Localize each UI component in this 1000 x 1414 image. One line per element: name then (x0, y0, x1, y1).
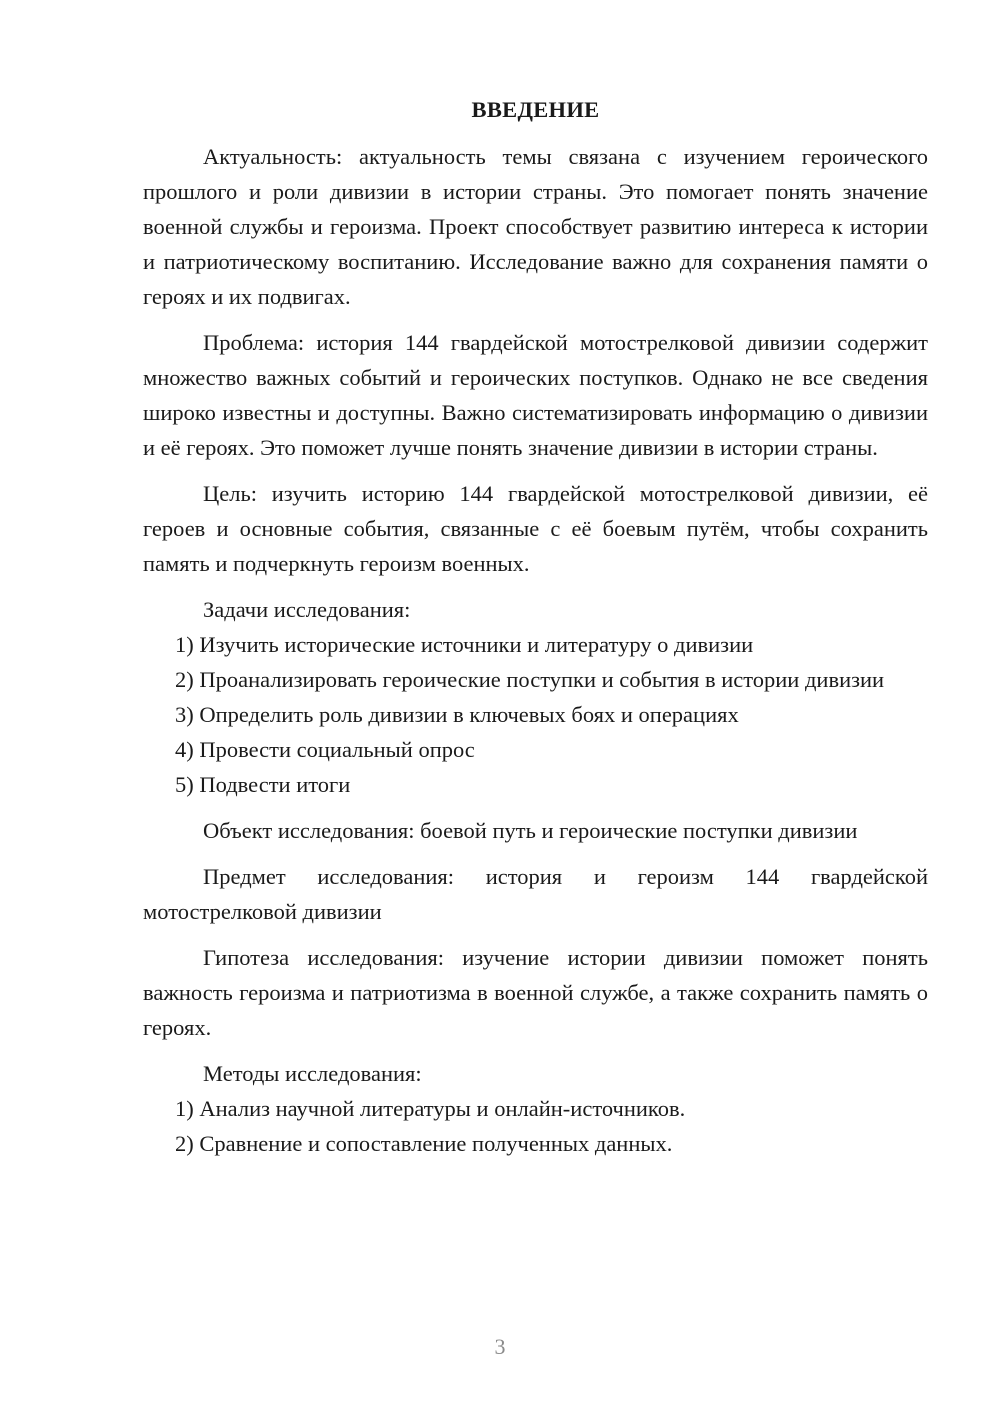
task-item-1: 1) Изучить исторические источники и литературу о дивизии (175, 632, 754, 657)
problem-paragraph: Проблема: история 144 гвардейской мотострелковой дивизии содержит множество важных событий и героических поступков. Однако не все сведения широко известны и доступны. Важно систематизировать информацию о дивизии и её героях. Это поможет лучше понять значение дивизии в истории страны. (143, 330, 928, 460)
text-body (143, 92, 928, 1161)
hypothesis-paragraph: Гипотеза исследования: изучение истории дивизии поможет понять важность героизма и патриотизма в военной службе, а также сохранить память о героях. (143, 945, 928, 1040)
goal-paragraph: Цель: изучить историю 144 гвардейской мотострелковой дивизии, её героев и основные события, связанные с её боевым путём, чтобы сохранить память и подчеркнуть героизм военных. (143, 481, 928, 576)
page-number: 3 (494, 1334, 506, 1359)
method-item-2: 2) Сравнение и сопоставление полученных данных. (175, 1131, 673, 1156)
method-item-1: 1) Анализ научной литературы и онлайн-источников. (175, 1096, 686, 1121)
object-paragraph: Объект исследования: боевой путь и героические поступки дивизии (203, 818, 858, 843)
section-title: ВВЕДЕНИЕ (471, 97, 600, 122)
task-item-4: 4) Провести социальный опрос (175, 737, 475, 762)
task-item-5: 5) Подвести итоги (175, 772, 351, 797)
tasks-heading: Задачи исследования: (203, 597, 411, 622)
task-item-2: 2) Проанализировать героические поступки и события в истории дивизии (175, 667, 885, 692)
methods-heading: Методы исследования: (203, 1061, 422, 1086)
task-item-3: 3) Определить роль дивизии в ключевых боях и операциях (175, 702, 739, 727)
subject-paragraph: Предмет исследования: история и героизм 144 гвардейской мотострелковой дивизии (143, 864, 928, 924)
relevance-paragraph: Актуальность: актуальность темы связана с изучением героического прошлого и роли дивизии в истории страны. Это помогает понять значение военной службы и героизма. Проект способствует развитию интереса к истории и патриотическому воспитанию. Исследование важно для сохранения памяти о героях и их подвигах. (143, 144, 928, 309)
